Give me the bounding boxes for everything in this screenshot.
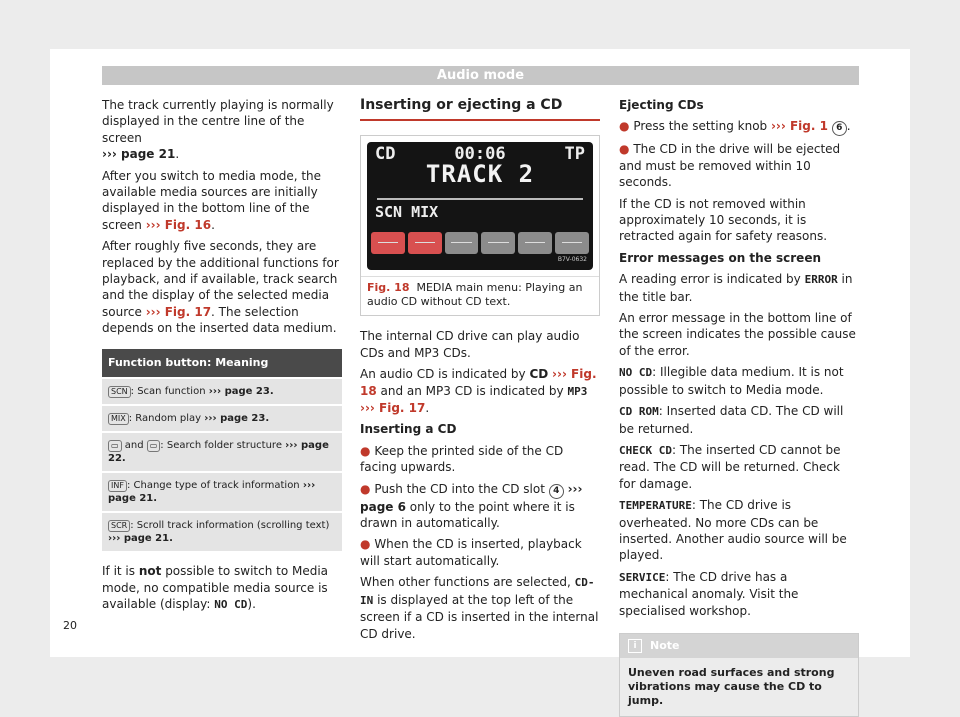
text: . The selection depends on the inserted data medium. — [102, 304, 337, 336]
page-ref-link[interactable]: ››› page 6 — [360, 481, 583, 514]
text: not — [138, 564, 162, 579]
figure-caption — [361, 276, 599, 315]
text: Keep the printed side of the CD facing upwards. — [360, 443, 564, 475]
fig-ref-link[interactable]: ››› Fig. 18 — [360, 367, 597, 398]
paragraph: If the CD is not removed within approximately 10 seconds, it is retracted again for safety reasons. — [619, 196, 828, 244]
text: : Search folder structure — [160, 440, 282, 452]
section-header-title: Audio mode — [436, 68, 525, 83]
table-row — [102, 433, 342, 471]
error-item — [619, 442, 859, 492]
table-row — [102, 379, 342, 404]
display-code: CD-IN — [360, 576, 595, 607]
note-text: Uneven road surfaces and strong vibrations may cause the CD to jump. — [628, 666, 835, 708]
text: : Change type of track information — [126, 480, 300, 492]
text: When other functions are selected, — [360, 575, 575, 590]
function-button — [481, 232, 515, 254]
folder-up-key-icon: ▭ — [147, 440, 161, 452]
paragraph: After you switch to media mode, the available media sources are initially displayed in the bottom line of the screen ››› Fig. 16. — [102, 168, 322, 232]
text: The track currently playing is normally displayed in the centre line of the screen — [102, 98, 334, 145]
text: After roughly five seconds, they are replaced by the additional functions for playback, and if available, track search and the display of the selected media source — [102, 239, 339, 319]
text: When the CD is inserted, playback will start automatically. — [360, 537, 582, 568]
screen-tp: TP — [564, 144, 585, 165]
scr-key-icon: SCR — [108, 520, 130, 532]
fig-ref-link[interactable]: ››› Fig. 1 — [770, 119, 828, 134]
fig-ref-link[interactable]: ››› Fig. 17 — [145, 304, 212, 319]
column-middle — [360, 97, 600, 647]
page-ref-link[interactable]: ››› page 23. — [204, 413, 270, 425]
paragraph: The track currently playing is normally displayed in the centre line of the screen ››› page 21. — [102, 98, 334, 162]
text: If it is — [102, 564, 139, 579]
caption-text: MEDIA main menu: Playing an audio CD without CD text. — [367, 281, 583, 309]
error-item — [619, 364, 859, 398]
text: An audio CD is indicated by — [360, 367, 530, 382]
paragraph: An error message in the bottom line of the screen indicates the possible cause of the error. — [619, 311, 856, 358]
subheading: Error messages on the screen — [619, 250, 822, 265]
text: After you switch to media mode, the available media sources are initially displayed in the bottom line of the screen — [102, 168, 322, 232]
scn-key-icon: SCN — [108, 386, 131, 398]
info-icon: i — [628, 639, 642, 653]
display-code: ERROR — [804, 273, 838, 287]
screen-divider — [377, 198, 583, 200]
error-code: SERVICE — [619, 570, 666, 584]
figure — [360, 135, 600, 316]
table-header: Function button: Meaning — [102, 349, 342, 377]
figure-label: Fig. 18 — [367, 281, 410, 295]
text: : Scroll track information (scrolling text) — [130, 520, 330, 532]
error-item — [619, 497, 859, 564]
fig-ref-link[interactable]: ››› Fig. 16 — [145, 217, 212, 232]
text: in the title bar. — [619, 272, 853, 304]
display-code: MP3 — [567, 384, 588, 398]
page-ref-link[interactable]: ››› page 23. — [208, 386, 274, 398]
error-code: CD ROM — [619, 405, 659, 419]
text: : Inserted data CD. The CD will be returned. — [619, 404, 844, 436]
page-ref-link[interactable]: ››› page 22. — [108, 440, 329, 465]
bullet-item — [360, 536, 600, 569]
display-code: CD — [529, 367, 549, 382]
paragraph — [360, 574, 600, 642]
bullet-icon: ● — [619, 119, 630, 134]
bullet-icon: ● — [619, 142, 630, 157]
paragraph — [619, 271, 859, 305]
error-code: TEMPERATURE — [619, 499, 692, 513]
text: and an MP3 CD is indicated by — [376, 383, 568, 398]
note-label: Note — [650, 638, 680, 652]
text: ). — [247, 596, 256, 611]
screen-buttons — [371, 232, 589, 254]
screen-track: TRACK 2 — [425, 160, 535, 189]
display-code: NO CD — [214, 597, 248, 611]
error-item — [619, 403, 859, 437]
text: possible to switch to Media mode, no compatible media source is available (display: — [102, 564, 329, 611]
bullet-item — [360, 481, 600, 532]
function-table — [102, 349, 342, 551]
inf-key-icon: INF — [108, 480, 127, 492]
table-row — [102, 406, 342, 431]
text: : Illegible data medium. It is not possible to switch to Media mode. — [619, 365, 844, 397]
bullet-icon: ● — [360, 537, 371, 552]
function-button — [518, 232, 552, 254]
text: and — [121, 440, 147, 452]
subheading: Inserting a CD — [360, 422, 457, 437]
bullet-icon: ● — [360, 443, 371, 458]
error-code: CHECK CD — [619, 443, 672, 457]
page-ref-link[interactable]: ››› page 21. — [108, 533, 173, 545]
column-left — [102, 97, 342, 618]
bullet-item — [360, 443, 600, 476]
callout-number: 6 — [832, 121, 847, 136]
function-button — [408, 232, 442, 254]
folder-key-icon: ▭ — [108, 440, 122, 452]
figure-code: B7V-0632 — [557, 256, 587, 263]
text: : Random play — [128, 413, 202, 425]
error-code: NO CD — [619, 366, 653, 380]
section-title: Inserting or ejecting a CD — [360, 97, 600, 121]
page-ref-link[interactable]: ››› page 21. — [108, 480, 316, 505]
bullet-item — [619, 141, 859, 190]
paragraph: The internal CD drive can play audio CDs and MP3 CDs. — [360, 329, 580, 360]
table-row — [102, 473, 342, 511]
page-number: 20 — [63, 619, 77, 632]
text: : The CD drive is overheated. No more CDs can be inserted. Another audio source will be played. — [619, 498, 847, 563]
note-header — [620, 634, 858, 658]
note-box — [619, 633, 859, 717]
column-right — [619, 97, 859, 717]
paragraph — [102, 563, 342, 613]
bullet-icon: ● — [360, 481, 371, 496]
section-header — [102, 66, 859, 85]
function-button — [371, 232, 405, 254]
text: is displayed at the top left of the screen if a CD is inserted in the internal CD drive. — [360, 592, 599, 641]
bullet-item: ● Press the setting knob ››› Fig. 1 6 . — [619, 118, 859, 136]
fig-ref-link[interactable]: ››› Fig. 17 — [360, 401, 426, 416]
page-ref-link[interactable]: ››› page 21 — [102, 147, 176, 162]
text: The CD in the drive will be ejected and must be removed within 10 seconds. — [619, 142, 841, 190]
text: : The inserted CD cannot be read. The CD will be returned. Check for damage. — [619, 442, 841, 491]
screen-functions: SCN MIX — [375, 203, 439, 222]
error-item — [619, 569, 859, 619]
screen-time: 00:06 — [454, 144, 506, 165]
paragraph: An audio CD is indicated by CD ››› Fig. 18 and an MP3 CD is indicated by MP3 ››› Fig. 17. — [360, 367, 597, 416]
text: : The CD drive has a mechanical anomaly. Visit the specialised workshop. — [619, 569, 799, 618]
table-row — [102, 513, 342, 551]
text: Push the CD into the CD slot — [374, 481, 549, 496]
screen-cd-label: CD — [375, 144, 396, 165]
text: : Scan function — [130, 386, 206, 398]
callout-number: 4 — [549, 484, 564, 499]
function-button — [445, 232, 479, 254]
text: only to the point where it is drawn in automatically. — [360, 499, 575, 531]
text: Press the setting knob — [633, 119, 771, 134]
subheading: Ejecting CDs — [619, 98, 704, 112]
radio-screen-image — [367, 142, 593, 270]
paragraph — [102, 238, 342, 336]
text: A reading error is indicated by — [619, 272, 805, 287]
mix-key-icon: MIX — [108, 413, 129, 425]
